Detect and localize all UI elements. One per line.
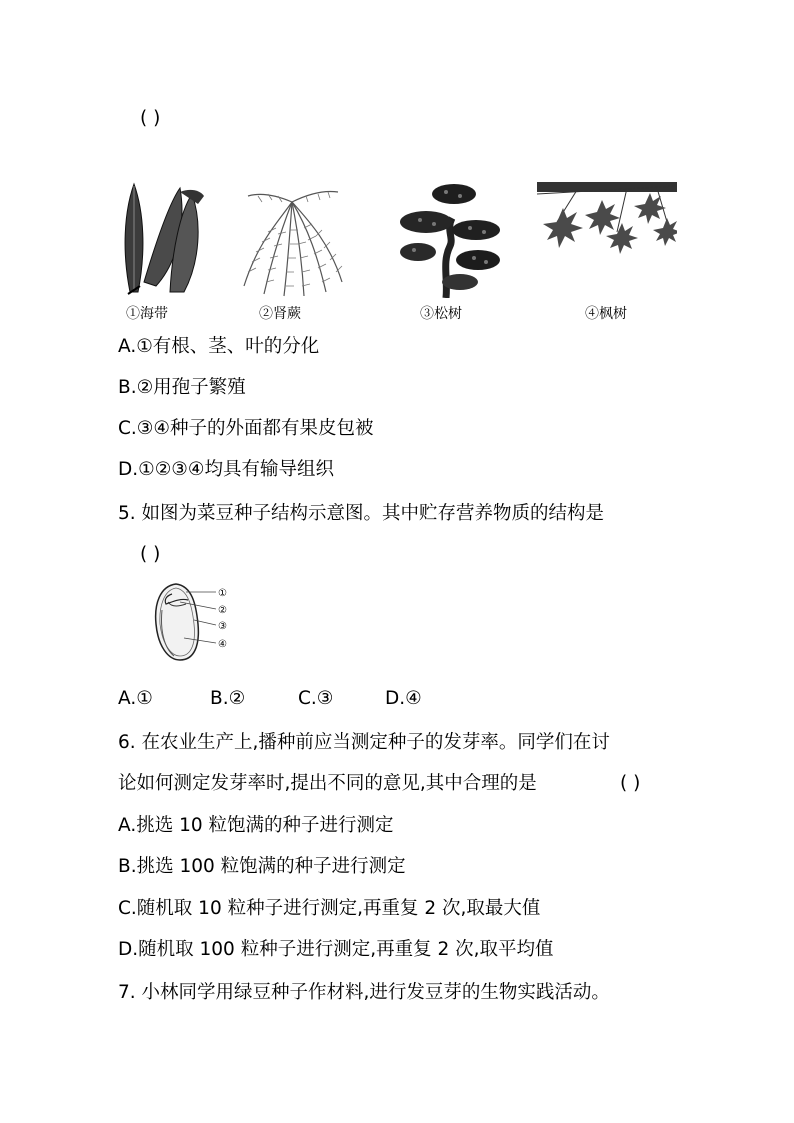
kelp-icon [120,182,208,298]
q5-option-d: D.④ [385,688,422,709]
plant-caption-pine: ③松树 [420,306,462,322]
diagram-label-4: ④ [218,639,227,650]
plant-caption-fern: ②肾蕨 [259,306,301,322]
q6-answer-bracket: ( ) [620,773,641,794]
plant-caption-kelp: ①海带 [126,306,168,322]
q4-answer-bracket: ( ) [140,108,161,129]
bean-seed-diagram [150,580,240,666]
maple-leaves-icon [537,182,677,262]
pine-tree-icon [396,182,504,298]
q4-option-b: B.②用孢子繁殖 [118,377,246,398]
q6-option-c: C.随机取 10 粒种子进行测定,再重复 2 次,取最大值 [118,898,541,919]
q6-option-d: D.随机取 100 粒种子进行测定,再重复 2 次,取平均值 [118,939,554,960]
diagram-label-2: ② [218,605,227,616]
q5-stem: 5. 如图为菜豆种子结构示意图。其中贮存营养物质的结构是 [118,503,605,524]
q4-option-c: C.③④种子的外面都有果皮包被 [118,418,374,439]
q4-option-d: D.①②③④均具有输导组织 [118,459,334,480]
diagram-label-3: ③ [218,621,227,632]
q6-stem-line-1: 6. 在农业生产上,播种前应当测定种子的发芽率。同学们在讨 [118,732,610,753]
q6-stem-line-2: 论如何测定发芽率时,提出不同的意见,其中合理的是 [118,773,537,794]
plant-caption-maple: ④枫树 [585,306,627,322]
q4-option-a: A.①有根、茎、叶的分化 [118,336,320,357]
q5-option-c: C.③ [298,688,334,709]
q7-stem: 7. 小林同学用绿豆种子作材料,进行发豆芽的生物实践活动。 [118,982,610,1003]
fern-icon [238,182,346,298]
q6-option-a: A.挑选 10 粒饱满的种子进行测定 [118,815,394,836]
q6-option-b: B.挑选 100 粒饱满的种子进行测定 [118,856,406,877]
diagram-label-1: ① [218,588,227,599]
q5-answer-bracket: ( ) [140,544,161,565]
q5-option-b: B.② [210,688,246,709]
q5-option-a: A.① [118,688,153,709]
